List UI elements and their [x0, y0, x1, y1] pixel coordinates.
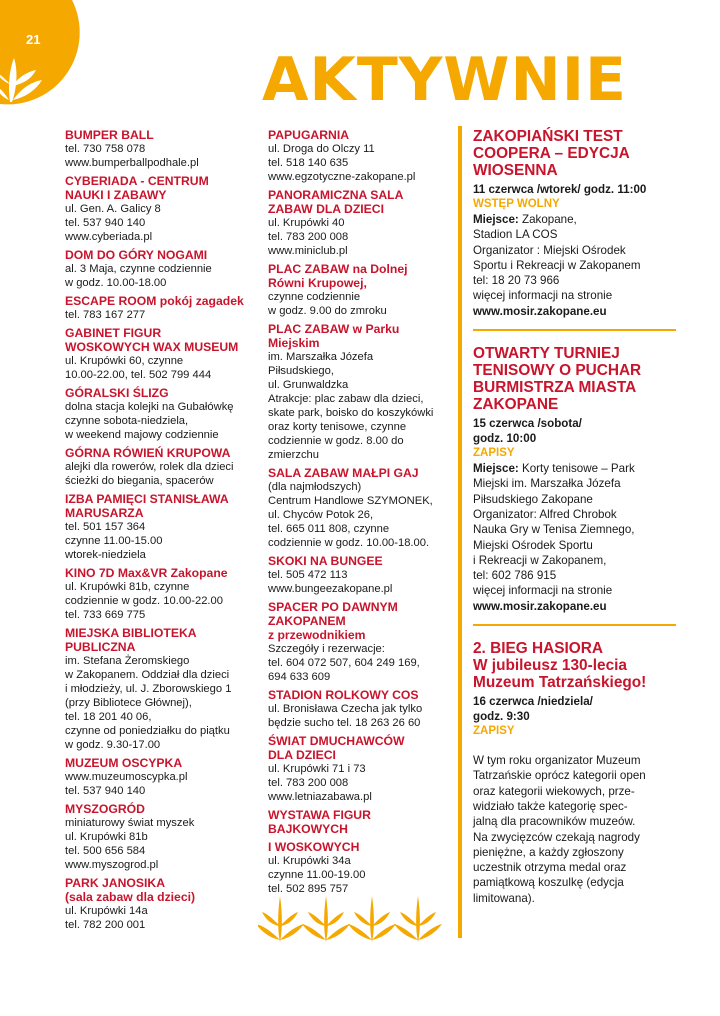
- entry-title: [268, 188, 456, 216]
- entry-detail-line: codziennie w godz. 8.00 do: [268, 435, 404, 447]
- entry-detail-line: czynne 11.00-15.00: [65, 535, 163, 547]
- entry-title: [268, 688, 456, 702]
- entry-detail-line: tel. 783 167 277: [65, 309, 146, 321]
- entry-detail-line: Piłsudskiego,: [268, 365, 334, 377]
- entry-detail-line: czynne sobota-niedziela,: [65, 415, 189, 427]
- entry-detail-line: www.cyberiada.pl: [65, 231, 153, 243]
- entry-detail-line: ul. Gen. A. Galicy 8: [65, 203, 161, 215]
- entry-detail-line: www.muzeumoscypka.pl: [65, 771, 188, 783]
- directory-entry: [65, 876, 265, 932]
- entry-detail-line: tel. 18 201 40 06,: [65, 711, 152, 723]
- event-tag: ZAPISY: [473, 447, 515, 460]
- entry-detail-line: 10.00-22.00, tel. 502 799 444: [65, 369, 212, 381]
- entry-title: [268, 554, 456, 568]
- entry-title: [65, 802, 265, 816]
- entry-title: [268, 734, 456, 762]
- event-date: 11 czerwca /wtorek/ godz. 11:00: [473, 183, 647, 196]
- directory-entry: [65, 566, 265, 622]
- event-separator: [473, 624, 676, 626]
- entry-detail-line: dolna stacja kolejki na Gubałówkę: [65, 401, 234, 413]
- entry-detail-line: w godz. 10.00-18.00: [65, 277, 167, 289]
- event-details: Miejsce: Zakopane, Stadion LA COS Organizator : Miejski Ośrodek Sportu i Rekreacji w Zakopanem tel: 18 20 73 966 więcej informacji na stronie: [473, 213, 641, 303]
- entry-title: [65, 386, 265, 400]
- entry-title-line: IZBA PAMIĘCI STANISŁAWA: [65, 492, 229, 506]
- directory-entry: [268, 128, 456, 184]
- event-description: W tym roku organizator Muzeum Tatrzańskie oprócz kategorii open oraz kategorii wiekowych, prze- widziało także kategorię spec- jalną dla pracowników muzeów. Na zwycięzców czekają nagrody pieniężne, a każdy zgłoszony uczestnik otrzyma medal oraz pamiątkową koszulkę (edycja limitowana).: [473, 754, 646, 905]
- directory-entry: [65, 756, 265, 798]
- entry-detail-line: oraz korty tenisowe, czynne: [268, 421, 407, 433]
- entry-detail-line: będzie sucho tel. 18 263 26 60: [268, 717, 421, 729]
- entry-detail-line: i młodzieży, ul. J. Zborowskiego 1: [65, 683, 232, 695]
- entry-detail-line: www.miniclub.pl: [268, 245, 348, 257]
- entry-detail-line: ul. Krupówki 81b, czynne: [65, 581, 190, 593]
- directory-entry: [268, 734, 456, 804]
- entry-detail-line: ul. Krupówki 34a: [268, 855, 351, 867]
- entry-detail-line: czynne codziennie: [268, 291, 361, 303]
- event-date: 15 czerwca /sobota/ godz. 10:00: [473, 417, 582, 446]
- entry-title: [65, 446, 265, 460]
- entry-detail-line: ul. Chyców Potok 26,: [268, 509, 374, 521]
- event-title: 2. BIEG HASIORA W jubileusz 130-lecia Muzeum Tatrzańskiego!: [473, 640, 647, 692]
- entry-detail-line: www.egzotyczne-zakopane.pl: [268, 171, 416, 183]
- directory-entry: [268, 188, 456, 258]
- entry-title: [65, 876, 265, 904]
- left-column: [65, 128, 265, 936]
- entry-detail-line: czynne od poniedziałku do piątku: [65, 725, 230, 737]
- entry-title-line: BAJKOWYCH: [268, 822, 348, 836]
- page-number: 21: [26, 32, 41, 47]
- directory-entry: [65, 626, 265, 752]
- entry-detail-line: ul. Krupówki 40: [268, 217, 345, 229]
- entry-title: [268, 322, 456, 350]
- column-divider: [458, 126, 462, 938]
- entry-title-line: z przewodnikiem: [268, 628, 366, 642]
- entry-detail-line: Atrakcje: plac zabaw dla dzieci,: [268, 393, 424, 405]
- entry-detail-line: w Zakopanem. Oddział dla dzieci: [65, 669, 230, 681]
- entry-title: [268, 840, 456, 854]
- entry-detail-line: tel. 604 072 507, 604 249 169,: [268, 657, 420, 669]
- wheat-decoration: [258, 890, 448, 946]
- event-tag: ZAPISY: [473, 725, 515, 738]
- entry-title: [65, 756, 265, 770]
- entry-detail-line: czynne 11.00-19.00: [268, 869, 366, 881]
- entry-title-line: ZABAW DLA DZIECI: [268, 202, 384, 216]
- entry-detail-line: tel. 730 758 078: [65, 143, 146, 155]
- entry-title-line: WOSKOWYCH WAX MUSEUM: [65, 340, 239, 354]
- entry-title: [268, 808, 456, 836]
- entry-detail-line: (przy Bibliotece Głównej),: [65, 697, 192, 709]
- wheat-icon: [258, 896, 304, 942]
- entry-detail-line: ul. Krupówki 60, czynne: [65, 355, 184, 367]
- entry-title: [65, 128, 265, 142]
- directory-entry: [65, 446, 265, 488]
- entry-title-line: ESCAPE ROOM pokój zagadek: [65, 294, 244, 308]
- entry-detail-line: ul. Krupówki 14a: [65, 905, 148, 917]
- entry-detail-line: tel. 537 940 140: [65, 785, 146, 797]
- entry-title-line: GÓRALSKI ŚLIZG: [65, 386, 169, 400]
- entry-detail-line: www.bungeezakopane.pl: [268, 583, 393, 595]
- directory-entry: [268, 688, 456, 730]
- entry-title-line: WYSTAWA FIGUR: [268, 808, 371, 822]
- entry-title-line: Miejskim: [268, 336, 320, 350]
- entry-title: [65, 492, 265, 520]
- entry-detail-line: ul. Krupówki 71 i 73: [268, 763, 366, 775]
- entry-title-line: PANORAMICZNA SALA: [268, 188, 404, 202]
- entry-detail-line: ścieżki do biegania, spacerów: [65, 475, 214, 487]
- entry-title-line: STADION ROLKOWY COS: [268, 688, 419, 702]
- directory-entry: [65, 174, 265, 244]
- directory-entry: [268, 600, 456, 684]
- directory-entry: [268, 466, 456, 550]
- entry-title-line: GÓRNA RÓWIEŃ KRUPOWA: [65, 446, 231, 460]
- entry-title-line: GABINET FIGUR: [65, 326, 162, 340]
- entry-detail-line: skate park, boisko do koszykówki: [268, 407, 434, 419]
- entry-detail-line: Szczegóły i rezerwacje:: [268, 643, 385, 655]
- entry-detail-line: codziennie w godz. 10.00-18.00.: [268, 537, 430, 549]
- entry-title: [268, 262, 456, 290]
- event-date: 16 czerwca /niedziela/ godz. 9:30: [473, 695, 593, 724]
- event-tennis-tournament: [473, 345, 678, 614]
- directory-entry: [268, 322, 456, 462]
- event-title: OTWARTY TURNIEJ TENISOWY O PUCHAR BURMISTRZA MIASTA ZAKOPANE: [473, 345, 642, 414]
- entry-detail-line: ul. Grunwaldzka: [268, 379, 349, 391]
- entry-detail-line: al. 3 Maja, czynne codziennie: [65, 263, 212, 275]
- entry-detail-line: tel. 733 669 775: [65, 609, 146, 621]
- entry-detail-line: www.myszogrod.pl: [65, 859, 159, 871]
- entry-detail-line: ul. Krupówki 81b: [65, 831, 148, 843]
- entry-title-line: PUBLICZNA: [65, 640, 136, 654]
- entry-title: [268, 600, 456, 642]
- entry-title-line: PAPUGARNIA: [268, 128, 350, 142]
- entry-title-line: BUMPER BALL: [65, 128, 154, 142]
- entry-detail-line: im. Stefana Żeromskiego: [65, 655, 190, 667]
- entry-title: [65, 294, 265, 308]
- entry-detail-line: tel. 505 472 113: [268, 569, 348, 581]
- entry-detail-line: ul. Droga do Olczy 11: [268, 143, 375, 155]
- entry-title-line: DOM DO GÓRY NOGAMI: [65, 248, 208, 262]
- entry-title-line: SPACER PO DAWNYM: [268, 600, 398, 614]
- entry-detail-line: w godz. 9.00 do zmroku: [268, 305, 387, 317]
- entry-detail-line: im. Marszałka Józefa: [268, 351, 374, 363]
- entry-title-line: KINO 7D Max&VR Zakopane: [65, 566, 228, 580]
- directory-entry: [268, 262, 456, 318]
- entry-title-line: ZAKOPANEM: [268, 614, 346, 628]
- directory-entry: [65, 326, 265, 382]
- entry-detail-line: tel. 782 200 001: [65, 919, 146, 931]
- entry-title-line: SKOKI NA BUNGEE: [268, 554, 383, 568]
- directory-entry: [65, 492, 265, 562]
- wheat-icon: [394, 896, 442, 942]
- entry-detail-line: tel. 500 656 584: [65, 845, 146, 857]
- event-link[interactable]: www.mosir.zakopane.eu: [473, 304, 607, 318]
- entry-detail-line: w weekend majowy codziennie: [65, 429, 219, 441]
- entry-detail-line: www.letniazabawa.pl: [268, 791, 372, 803]
- entry-title-line: I WOSKOWYCH: [268, 840, 360, 854]
- entry-detail-line: tel. 665 011 808, czynne: [268, 523, 390, 535]
- entry-title-line: CYBERIADA - CENTRUM: [65, 174, 209, 188]
- entry-title-line: MUZEUM OSCYPKA: [65, 756, 183, 770]
- event-tag: WSTĘP WOLNY: [473, 198, 560, 210]
- entry-detail-line: miniaturowy świat myszek: [65, 817, 195, 829]
- event-details: Miejsce: Korty tenisowe – Park Miejski im. Marszałka Józefa Piłsudskiego Zakopane Organizator: Alfred Chrobok Nauka Gry w Tenisa Ziemnego, Miejski Ośrodek Sportu i Rekreacji w Zakopanem, tel: 602 786 915 więcej informacji na stronie: [473, 462, 635, 598]
- event-link[interactable]: www.mosir.zakopane.eu: [473, 599, 607, 613]
- entry-title-line: NAUKI I ZABAWY: [65, 188, 167, 202]
- page-title: AKTYWNIE: [262, 45, 628, 115]
- entry-detail-line: ul. Bronisława Czecha jak tylko: [268, 703, 423, 715]
- corner-wheat-logo: [0, 0, 100, 110]
- entry-detail-line: tel. 537 940 140: [65, 217, 146, 229]
- entry-title: [268, 466, 456, 480]
- entry-detail-line: tel. 518 140 635: [268, 157, 349, 169]
- wheat-icon: [348, 896, 396, 942]
- event-hasior-run: [473, 640, 678, 906]
- directory-entry: [268, 554, 456, 596]
- entry-title-line: MIEJSKA BIBLIOTEKA: [65, 626, 197, 640]
- entry-title-line: SALA ZABAW MAŁPI GAJ: [268, 466, 419, 480]
- entry-detail-line: tel. 502 895 757: [268, 883, 349, 895]
- entry-title-line: ŚWIAT DMUCHAWCÓW: [268, 734, 405, 748]
- entry-title: [65, 626, 265, 654]
- directory-entry: [65, 128, 265, 170]
- directory-entry: [65, 802, 265, 872]
- entry-detail-line: zmierzchu: [268, 449, 319, 461]
- entry-title: [268, 128, 456, 142]
- entry-title-line: MYSZOGRÓD: [65, 802, 145, 816]
- wheat-icon: [302, 896, 350, 942]
- directory-entry: [268, 840, 456, 896]
- entry-title-line: PARK JANOSIKA: [65, 876, 165, 890]
- entry-title: [65, 326, 265, 354]
- entry-detail-line: (dla najmłodszych): [268, 481, 362, 493]
- entry-detail-line: w godz. 9.30-17.00: [65, 739, 161, 751]
- entry-title-line: Równi Krupowej,: [268, 276, 367, 290]
- directory-entry: [65, 386, 265, 442]
- entry-title: [65, 566, 265, 580]
- entry-detail-line: tel. 501 157 364: [65, 521, 146, 533]
- event-cooper-test: [473, 128, 678, 319]
- directory-entry: [65, 248, 265, 290]
- events-column: [473, 128, 678, 916]
- entry-title-line: MARUSARZA: [65, 506, 144, 520]
- entry-detail-line: codziennie w godz. 10.00-22.00: [65, 595, 223, 607]
- entry-detail-line: tel. 783 200 008: [268, 231, 349, 243]
- entry-title-line: DLA DZIECI: [268, 748, 336, 762]
- directory-entry: [268, 808, 456, 836]
- middle-column: [268, 128, 456, 900]
- entry-detail-line: alejki dla rowerów, rolek dla dzieci: [65, 461, 234, 473]
- entry-detail-line: Centrum Handlowe SZYMONEK,: [268, 495, 433, 507]
- entry-detail-line: 694 633 609: [268, 671, 331, 683]
- entry-title-line: PLAC ZABAW na Dolnej: [268, 262, 408, 276]
- entry-title-line: (sala zabaw dla dzieci): [65, 890, 196, 904]
- entry-title: [65, 174, 265, 202]
- entry-title-line: PLAC ZABAW w Parku: [268, 322, 400, 336]
- entry-detail-line: wtorek-niedziela: [65, 549, 146, 561]
- entry-title: [65, 248, 265, 262]
- entry-detail-line: tel. 783 200 008: [268, 777, 349, 789]
- directory-entry: [65, 294, 265, 322]
- entry-detail-line: www.bumperballpodhale.pl: [65, 157, 199, 169]
- event-separator: [473, 329, 676, 331]
- event-title: ZAKOPIAŃSKI TEST COOPERA – EDYCJA WIOSENNA: [473, 128, 630, 179]
